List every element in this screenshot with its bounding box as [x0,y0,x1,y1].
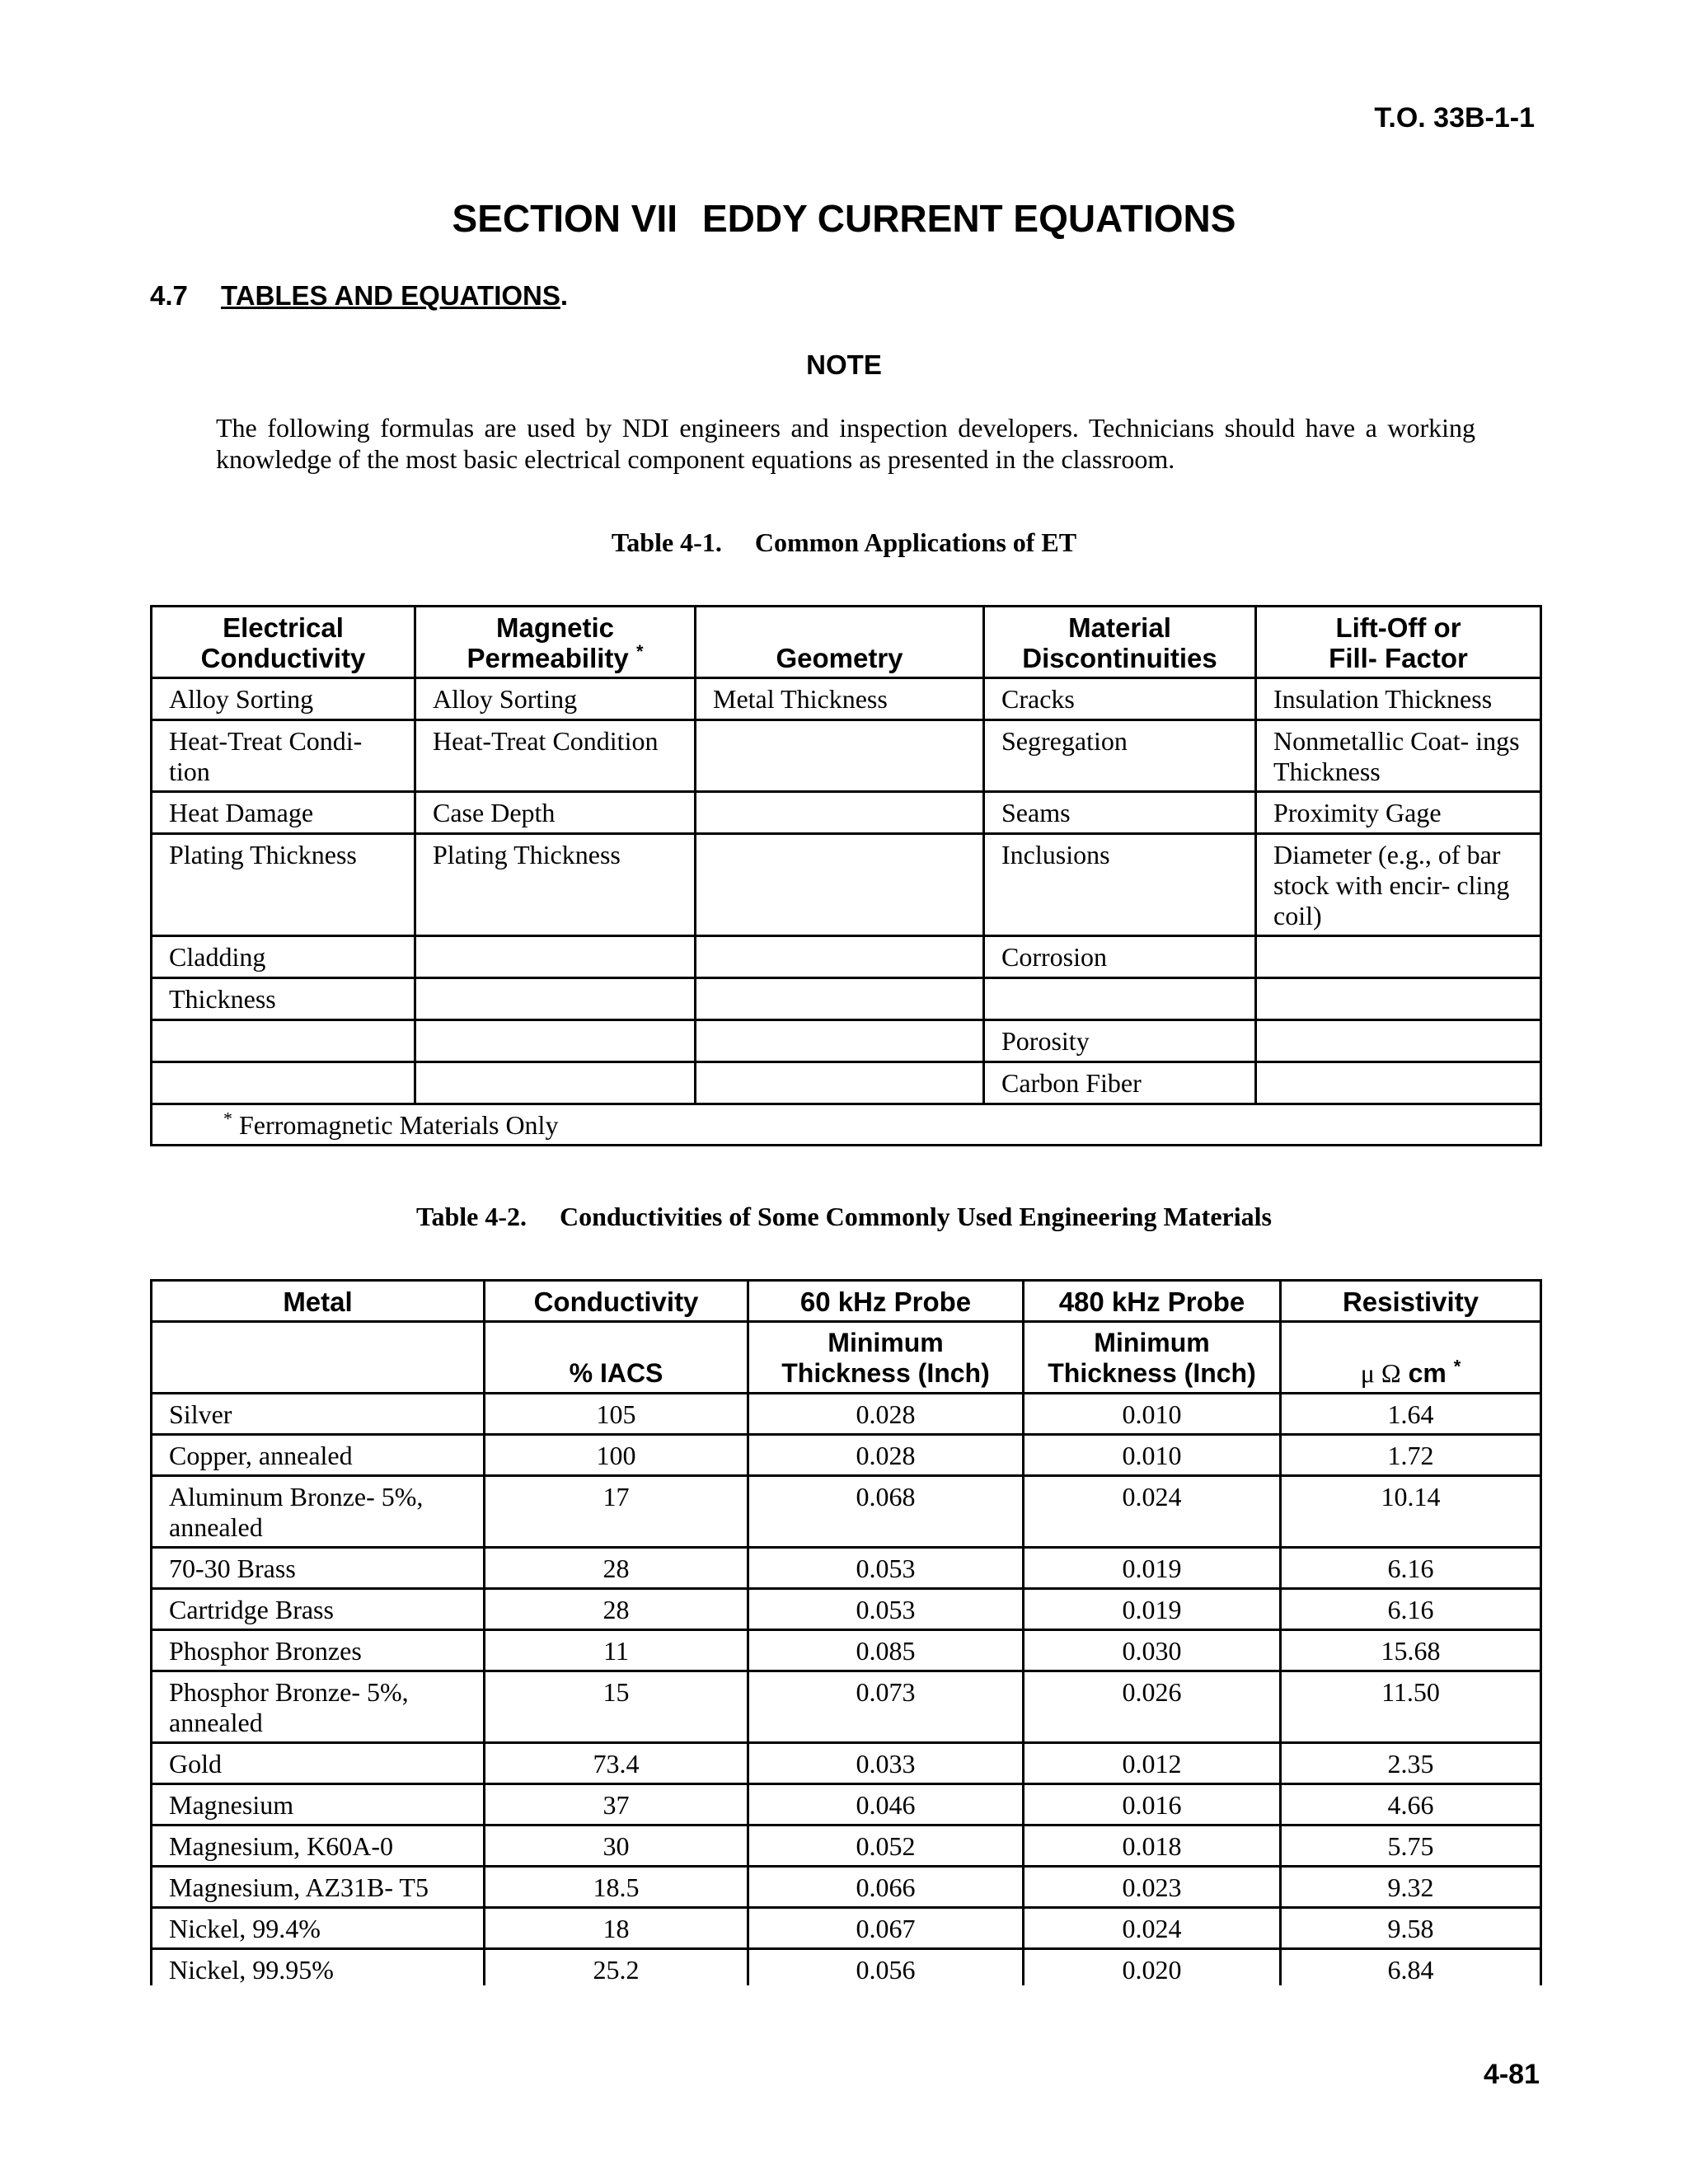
asterisk-mark: * [1453,1356,1461,1377]
table-row [152,1671,1541,1743]
table-cell: 0.085 [748,1630,1024,1671]
table-cell: Nonmetallic Coat- ings Thickness [1256,720,1541,792]
table-cell: Segregation [984,720,1256,792]
document-id: T.O. 33B-1-1 [1374,102,1535,134]
table-cell: Alloy Sorting [152,678,415,720]
table1-header-discontinuities: Material Discontinuities [984,607,1256,678]
table-row [152,1630,1541,1671]
table-cell: 0.010 [1024,1435,1281,1476]
table2-header-conductivity: Conductivity [485,1281,748,1322]
table-cell: 1.72 [1281,1435,1541,1476]
table2-subheader-row [152,1322,1541,1394]
table-cell [696,720,984,792]
table-cell: 70-30 Brass [152,1548,485,1589]
table-cell: 0.052 [748,1825,1024,1867]
table-cell: 28 [485,1589,748,1630]
table-cell: Copper, annealed [152,1435,485,1476]
table-cell: 0.020 [1024,1949,1281,1986]
table-cell [1256,1020,1541,1062]
table-cell: Magnesium [152,1784,485,1825]
table2-header-row [152,1281,1541,1322]
paragraph-title: TABLES AND EQUATIONS [221,280,560,311]
table-row [152,1589,1541,1630]
table-row [152,1020,1541,1062]
table-cell [696,1020,984,1062]
table-row [152,1867,1541,1908]
table-row [152,978,1541,1020]
table-cell: Heat-Treat Condition [415,720,696,792]
table1-caption-number: Table 4-1. [611,527,722,557]
table-row [152,720,1541,792]
table-cell: 100 [485,1435,748,1476]
table2-subheader-resistivity: μ Ω cm * [1281,1322,1541,1394]
table2-header-metal: Metal [152,1281,485,1322]
table-row [152,1743,1541,1784]
table-cell: Porosity [984,1020,1256,1062]
table-row [152,792,1541,834]
table-cell [1256,1062,1541,1104]
table2-header-480khz: 480 kHz Probe [1024,1281,1281,1322]
table-cell: Heat Damage [152,792,415,834]
table-cell [415,1062,696,1104]
table-cell: 0.019 [1024,1548,1281,1589]
table-cell: 17 [485,1476,748,1548]
table-cell: 0.067 [748,1908,1024,1949]
table-cell: 9.32 [1281,1867,1541,1908]
table-cell: 0.056 [748,1949,1024,1986]
table-cell: 6.16 [1281,1548,1541,1589]
section-name: EDDY CURRENT EQUATIONS [702,197,1236,240]
table-cell [152,1062,415,1104]
table-cell: 0.024 [1024,1908,1281,1949]
table-cell: Nickel, 99.4% [152,1908,485,1949]
table-cell: Case Depth [415,792,696,834]
table-row [152,834,1541,936]
table-cell: Cladding [152,936,415,978]
table-cell: 0.053 [748,1548,1024,1589]
table-cell: Diameter (e.g., of bar stock with encir- cling coil) [1256,834,1541,936]
table-cell [415,978,696,1020]
table-cell: 9.58 [1281,1908,1541,1949]
table-cell [696,978,984,1020]
table-cell: Gold [152,1743,485,1784]
table-cell: Alloy Sorting [415,678,696,720]
table-row [152,936,1541,978]
table1-header-geometry: Geometry [696,607,984,678]
table-cell: Proximity Gage [1256,792,1541,834]
table-cell: Phosphor Bronzes [152,1630,485,1671]
table-cell: 0.053 [748,1589,1024,1630]
paragraph-number: 4.7 [150,280,188,311]
table-row [152,1548,1541,1589]
note-title: NOTE [806,349,882,380]
table-row [152,1062,1541,1104]
table1-header-liftoff: Lift-Off or Fill- Factor [1256,607,1541,678]
table-row [152,1476,1541,1548]
table-cell: Seams [984,792,1256,834]
table-cell [696,936,984,978]
table-cell: 0.026 [1024,1671,1281,1743]
table-row [152,1949,1541,1986]
table-cell: 0.012 [1024,1743,1281,1784]
table-cell: Plating Thickness [415,834,696,936]
table-row [152,1825,1541,1867]
table-cell: 25.2 [485,1949,748,1986]
table-cell [696,1062,984,1104]
table-cell [696,792,984,834]
table-cell: 0.073 [748,1671,1024,1743]
table-cell: 0.033 [748,1743,1024,1784]
table-cell [415,936,696,978]
table1-caption [0,527,1688,558]
table-cell: 6.84 [1281,1949,1541,1986]
table-cell: 4.66 [1281,1784,1541,1825]
table-cell: 0.028 [748,1394,1024,1435]
table-cell: 0.028 [748,1435,1024,1476]
table-cell: Magnesium, AZ31B- T5 [152,1867,485,1908]
table-cell: 18.5 [485,1867,748,1908]
table-row [152,1394,1541,1435]
table-cell: Heat-Treat Condi- tion [152,720,415,792]
table-cell: 0.046 [748,1784,1024,1825]
table-row [152,678,1541,720]
applications-table [150,605,1542,1146]
table-cell: 0.066 [748,1867,1024,1908]
table1-caption-title: Common Applications of ET [754,527,1077,557]
table2-subheader-60khz: Minimum Thickness (Inch) [748,1322,1024,1394]
table-cell [1256,936,1541,978]
table1-header-permeability: Magnetic Permeability * [415,607,696,678]
table2-subheader-iacs: % IACS [485,1322,748,1394]
table-cell: 37 [485,1784,748,1825]
table1-footnote-row [152,1104,1541,1146]
page-number: 4-81 [1483,2059,1540,2090]
section-title [0,196,1688,241]
table-cell: Plating Thickness [152,834,415,936]
table2-header-resistivity: Resistivity [1281,1281,1541,1322]
table-row [152,1435,1541,1476]
paragraph-title-period: . [560,280,569,311]
table-cell: Magnesium, K60A-0 [152,1825,485,1867]
table-cell: 0.016 [1024,1784,1281,1825]
table2-caption-number: Table 4-2. [416,1202,527,1231]
table-cell: 15.68 [1281,1630,1541,1671]
table-row [152,1908,1541,1949]
table-cell: Silver [152,1394,485,1435]
table-cell: 105 [485,1394,748,1435]
table-cell: 0.018 [1024,1825,1281,1867]
table1-header-conductivity: Electrical Conductivity [152,607,415,678]
table-cell: Insulation Thickness [1256,678,1541,720]
note-text: The following formulas are used by NDI engineers and inspection developers. Technicians should have a working knowledge of the most basic electrical component equations as presented in the classroom. [216,413,1475,474]
table-cell [415,1020,696,1062]
table-cell: Inclusions [984,834,1256,936]
table-cell: 10.14 [1281,1476,1541,1548]
table-cell: 15 [485,1671,748,1743]
table-row [152,1784,1541,1825]
table-cell: Corrosion [984,936,1256,978]
table-cell: 73.4 [485,1743,748,1784]
table-cell: Aluminum Bronze- 5%, annealed [152,1476,485,1548]
table-cell: Metal Thickness [696,678,984,720]
table1-header-row [152,607,1541,678]
table-cell: 30 [485,1825,748,1867]
table-cell: 0.019 [1024,1589,1281,1630]
table2-header-60khz: 60 kHz Probe [748,1281,1024,1322]
section-number: SECTION VII [452,197,678,240]
table-cell: 0.024 [1024,1476,1281,1548]
asterisk-mark: * [223,1108,232,1129]
table-cell: 2.35 [1281,1743,1541,1784]
table2-subheader-empty [152,1322,485,1394]
table-cell: Nickel, 99.95% [152,1949,485,1986]
table-cell: 6.16 [1281,1589,1541,1630]
table-cell: Thickness [152,978,415,1020]
table-cell [696,834,984,936]
table-cell: Carbon Fiber [984,1062,1256,1104]
asterisk-mark: * [635,641,644,662]
table1-footnote: * Ferromagnetic Materials Only [152,1104,1541,1146]
table2-caption [0,1202,1688,1232]
table-cell: 11.50 [1281,1671,1541,1743]
table-cell: 0.023 [1024,1867,1281,1908]
table-cell: 18 [485,1908,748,1949]
table-cell: 0.010 [1024,1394,1281,1435]
conductivities-table [150,1279,1542,1985]
table2-caption-title: Conductivities of Some Commonly Used Engineering Materials [560,1202,1272,1231]
table-cell: 5.75 [1281,1825,1541,1867]
table-cell: 0.030 [1024,1630,1281,1671]
table2-subheader-480khz: Minimum Thickness (Inch) [1024,1322,1281,1394]
table-cell: 0.068 [748,1476,1024,1548]
table-cell: Phosphor Bronze- 5%, annealed [152,1671,485,1743]
table-cell: 1.64 [1281,1394,1541,1435]
table-cell [152,1020,415,1062]
table-cell: 11 [485,1630,748,1671]
table-cell: 28 [485,1548,748,1589]
paragraph-heading [150,280,568,312]
table-cell [1256,978,1541,1020]
table-cell: Cracks [984,678,1256,720]
table-cell: Cartridge Brass [152,1589,485,1630]
table-cell [984,978,1256,1020]
